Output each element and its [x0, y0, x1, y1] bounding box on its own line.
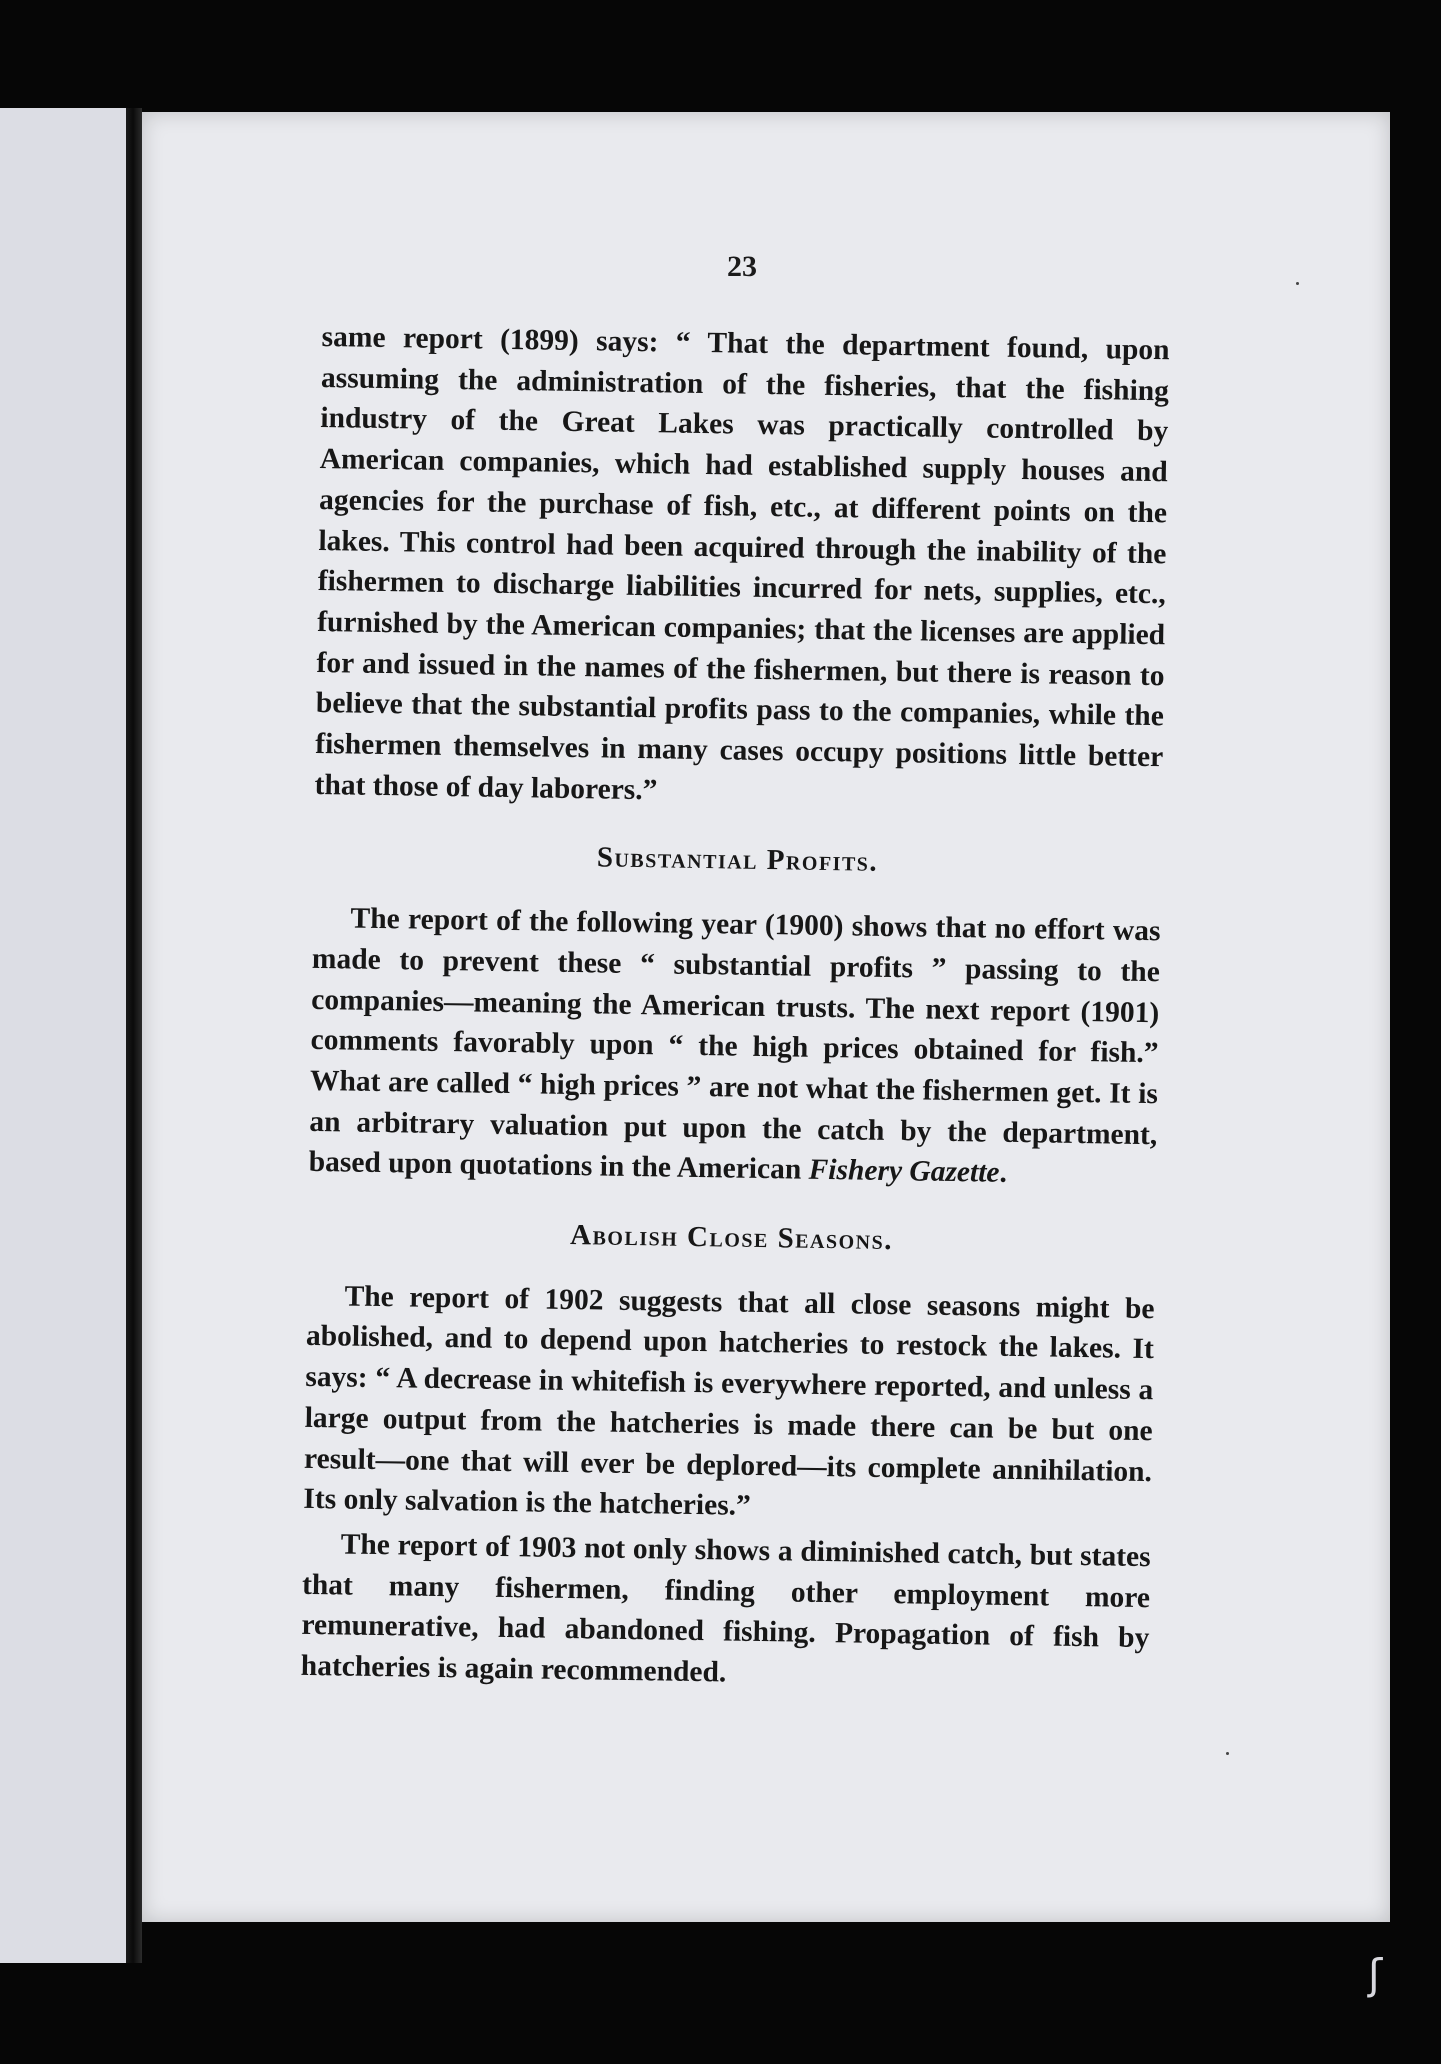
- scan-speck: [1226, 1752, 1229, 1755]
- publication-title: Fishery Gazette: [808, 1154, 1000, 1190]
- book-page: [142, 112, 1390, 1922]
- paragraph-report-1903: The report of 1903 not only shows a diminished catch, but states that many fishermen, finding other employment more remunerative, had abandoned fishing. Propagation of fish by hatcheries is again recommended.: [300, 1528, 1151, 1689]
- paragraph-report-1900-end: .: [999, 1157, 1008, 1190]
- page-number: 23: [727, 250, 757, 283]
- section-heading-abolish-close-seasons: Abolish Close Seasons.: [569, 1219, 894, 1257]
- page-body: [300, 317, 1169, 1700]
- paragraph-quote-1899: same report (1899) says: “ That the department found, upon assuming the administration of the fisheries, that the fishing industry of the Great Lakes was practically controlled by American companies, which had established supply houses and agencies for the purchase of fish, etc., at different points on the lakes. This control had been acquired through the inability of the fishermen to discharge liabilities incurred for nets, supplies, etc., furnished by the American companies; that the licenses are applied for and issued in the names of the fishermen, but there is reason to believe that the substantial profits pass to the companies, while the fishermen themselves in many cases occupy positions little better that those of day laborers.”: [314, 320, 1170, 807]
- scan-mark: ʃ: [1368, 1950, 1383, 1999]
- section-heading-substantial-profits: Substantial Profits.: [596, 841, 879, 879]
- paragraph-report-1900: [308, 898, 1160, 1196]
- facing-page-edge: [0, 108, 126, 1963]
- paragraph-report-1900-text: The report of the following year (1900) shows that no effort was made to prevent these “ substantial profits ” passing to the companies—meaning the American trusts. The next report (1901) comments favorably upon “ the high prices obtained for fish.” What are called “ high prices ” are not what the fishermen get. It is an arbitrary valuation put upon the catch by the department, based upon quotations in the American: [308, 902, 1161, 1187]
- book-gutter: [126, 108, 142, 1963]
- paragraph-report-1902: The report of 1902 suggests that all close seasons might be abolished, and to depend upon hatcheries to restock the lakes. It says: “ A decrease in whitefish is everywhere reported, and unless a large output from the hatcheries is made there can be but one result—one that will ever be deplored—its complete annihilation. Its only salvation is the hatcheries.”: [303, 1280, 1155, 1523]
- scan-speck: [1296, 282, 1299, 285]
